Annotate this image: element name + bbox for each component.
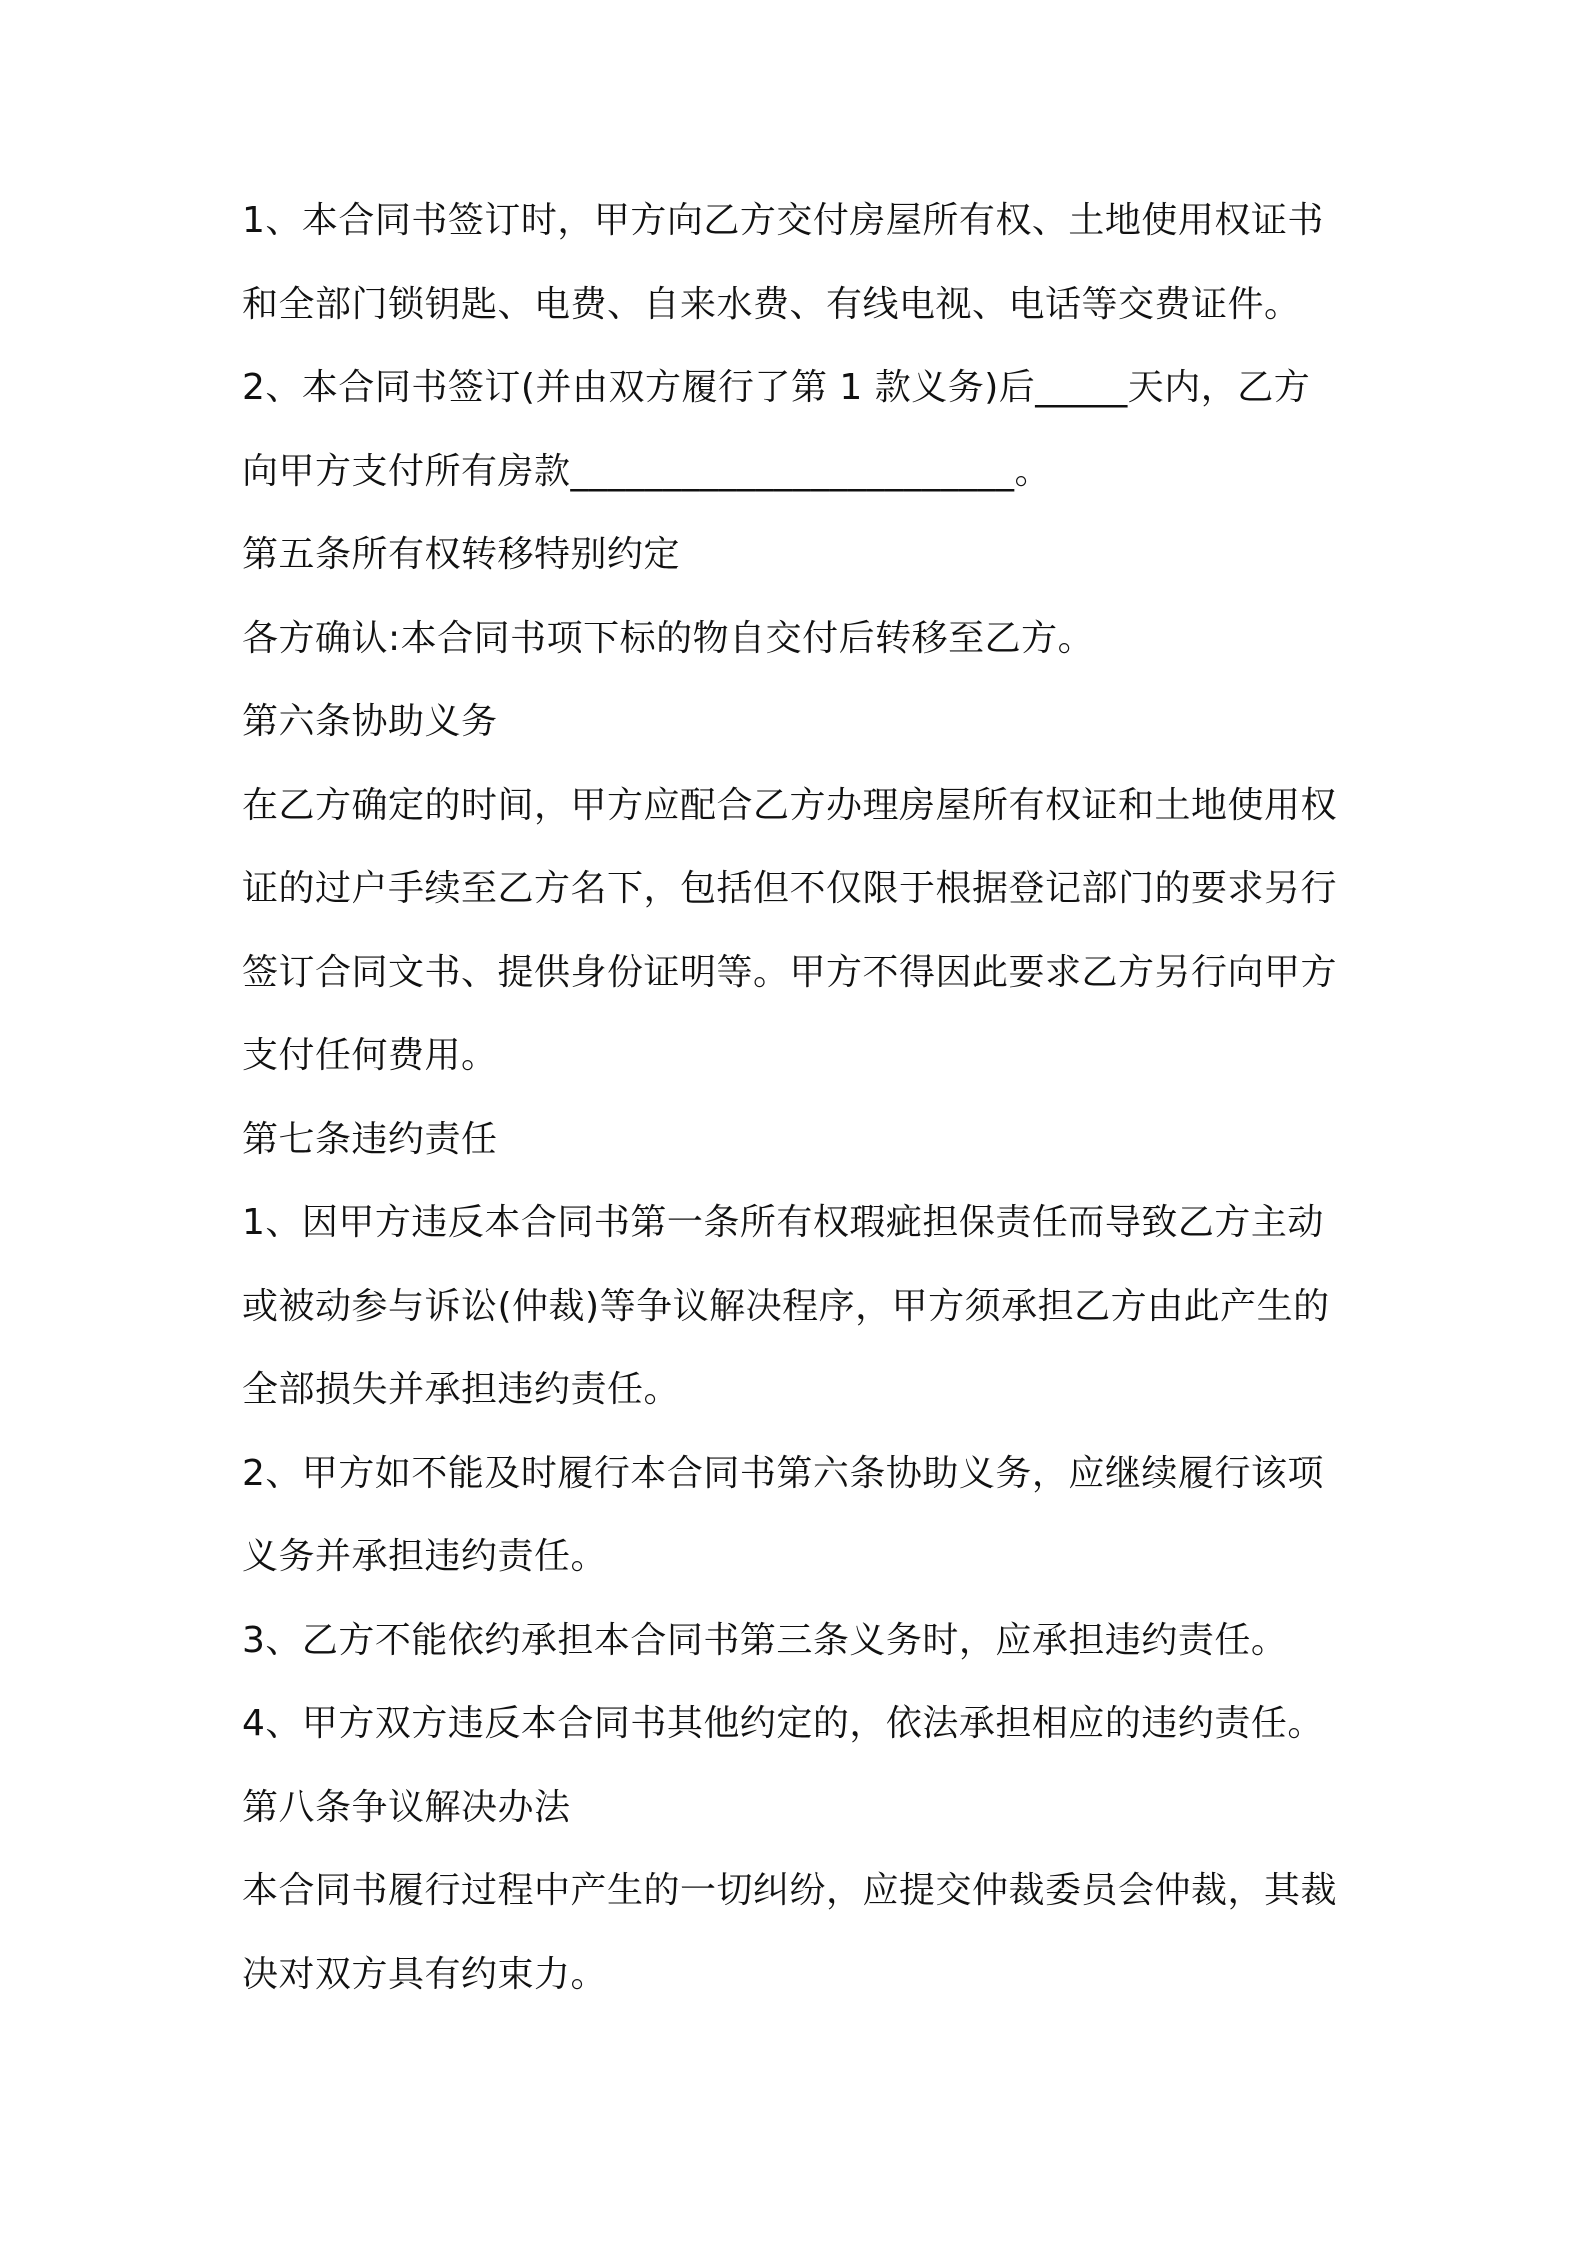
clause-7-item-2-line-2: 义务并承担违约责任。 (242, 1536, 608, 1577)
clause-7-item-1-line-1: 1、因甲方违反本合同书第一条所有权瑕疵担保责任而导致乙方主动 (242, 1202, 1324, 1243)
clause-4-item-1-line-1: 1、本合同书签订时，甲方向乙方交付房屋所有权、土地使用权证书 (242, 200, 1324, 241)
clause-4-item-2-line-1: 2、本合同书签订(并由双方履行了第 1 款义务)后_____天内，乙方 (242, 367, 1311, 408)
clause-4-item-2-line-2: 向甲方支付所有房款________________________。 (242, 450, 1052, 492)
clause-7-item-1-line-3: 全部损失并承担违约责任。 (242, 1369, 681, 1410)
clause-7-item-4: 4、甲方双方违反本合同书其他约定的，依法承担相应的违约责任。 (242, 1703, 1324, 1744)
clause-7-item-1-line-2: 或被动参与诉讼(仲裁)等争议解决程序，甲方须承担乙方由此产生的 (242, 1285, 1330, 1327)
clause-6-text-line-1: 在乙方确定的时间，甲方应配合乙方办理房屋所有权证和土地使用权 (242, 784, 1338, 826)
clause-6-heading: 第六条协助义务 (242, 701, 498, 742)
clause-6-text-line-2: 证的过户手续至乙方名下，包括但不仅限于根据登记部门的要求另行 (242, 868, 1338, 909)
clause-8-text-line-1: 本合同书履行过程中产生的一切纠纷，应提交仲裁委员会仲裁，其裁 (242, 1870, 1338, 1911)
clause-7-heading: 第七条违约责任 (242, 1118, 498, 1160)
clause-6-text-line-4: 支付任何费用。 (242, 1035, 498, 1076)
clause-5-text: 各方确认:本合同书项下标的物自交付后转移至乙方。 (242, 617, 1095, 659)
document-page (242, 200, 1362, 2037)
clause-8-heading: 第八条争议解决办法 (242, 1786, 571, 1828)
clause-6-text-line-3: 签订合同文书、提供身份证明等。甲方不得因此要求乙方另行向甲方 (242, 951, 1338, 993)
clause-5-heading: 第五条所有权转移特别约定 (242, 534, 681, 575)
clause-4-item-1-line-2: 和全部门锁钥匙、电费、自来水费、有线电视、电话等交费证件。 (242, 283, 1301, 325)
clause-8-text-line-2: 决对双方具有约束力。 (242, 1953, 608, 1995)
clause-7-item-2-line-1: 2、甲方如不能及时履行本合同书第六条协助义务，应继续履行该项 (242, 1452, 1324, 1494)
clause-7-item-3: 3、乙方不能依约承担本合同书第三条义务时，应承担违约责任。 (242, 1619, 1288, 1661)
